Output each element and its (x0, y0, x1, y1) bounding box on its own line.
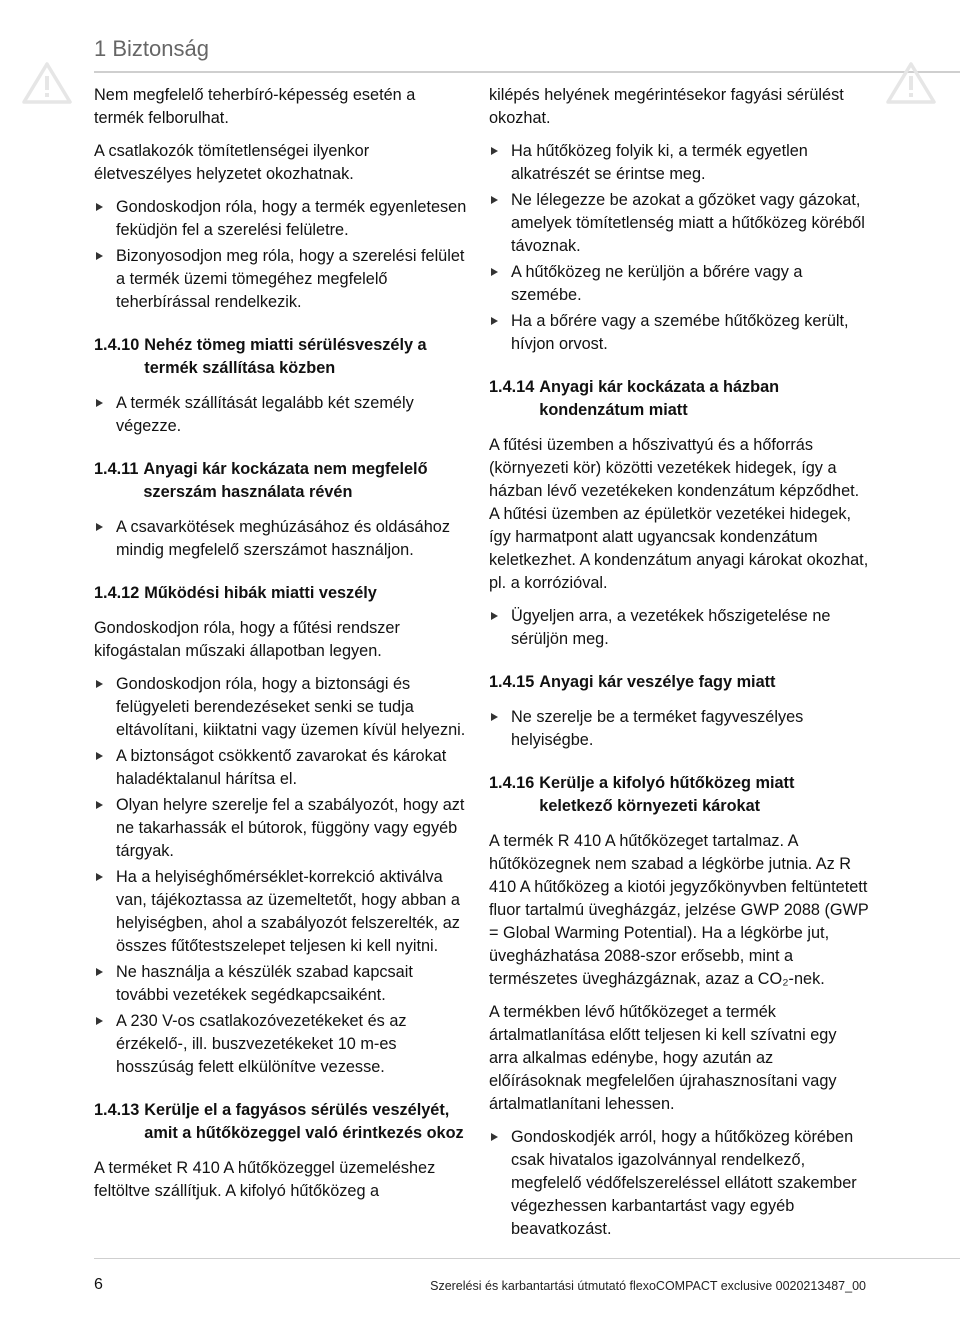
page-header-title: 1 Biztonság (94, 36, 209, 61)
list-item: A csavarkötések meghúzásához és oldásához mindig megfelelő szerszámot használjon. (94, 516, 468, 562)
section-heading (94, 334, 468, 380)
list-item: Ne használja a készülék szabad kapcsait további vezetékek segédkapcsaiként. (94, 961, 468, 1007)
list-item: Gondoskodjon róla, hogy a biztonsági és felügyeleti berendezéseket senki se tudja eltávolítani, kiiktatni vagy üzemen kívül helyezni. (94, 673, 468, 742)
right-text-column (489, 84, 869, 1251)
section-heading (94, 1099, 468, 1145)
list-item: Ne szerelje be a terméket fagyveszélyes helyiségbe. (489, 706, 869, 752)
list-item: A termék szállítását legalább két személy végezze. (94, 392, 468, 438)
bullet-list (94, 196, 468, 314)
warning-triangle-icon (886, 62, 936, 104)
footer-document-title: Szerelési és karbantartási útmutató flexoCOMPACT exclusive 0020213487_00 (430, 1279, 866, 1293)
list-item: Bizonyosodjon meg róla, hogy a szerelési felület a termék üzemi tömegéhez megfelelő teherbírással rendelkezik. (94, 245, 468, 314)
bullet-list (489, 706, 869, 752)
list-item: A biztonságot csökkentő zavarokat és károkat haladéktalanul hárítsa el. (94, 745, 468, 791)
bullet-list (489, 1126, 869, 1241)
bullet-list (489, 605, 869, 651)
paragraph: Nem megfelelő teherbíró-képesség esetén a termék felborulhat. (94, 86, 416, 127)
footer-divider (94, 1258, 960, 1259)
page-number: 6 (94, 1276, 103, 1293)
section-title: Kerülje el a fagyásos sérülés veszélyét, amit a hűtőközeggel való érintkezés okoz (144, 1101, 464, 1142)
paragraph: A fűtési üzemben a hőszivattyú és a hőforrás (környezeti kör) közötti vezetékek hidegek, így a házban lévő vezetékeken kondenzátum képződhet. A hűtési üzemben az épületkör vezetékei hidegek, így harmatpont alatt ugyancsak kondenzátum keletkezhet. A kondenzátum anyagi károkat okozhat, pl. a korrózióval. (489, 436, 869, 592)
section-title: Anyagi kár kockázata nem megfelelő szerszám használata révén (143, 460, 428, 501)
bullet-list (94, 673, 468, 1079)
bullet-list (94, 516, 468, 562)
section-heading (489, 671, 869, 694)
list-item: Olyan helyre szerelje fel a szabályozót, hogy azt ne takarhassák el bútorok, függöny vagy egyéb tárgyak. (94, 794, 468, 863)
section-number: 1.4.11 (94, 460, 139, 478)
paragraph: A termék R 410 A hűtőközeget tartalmaz. A hűtőközegnek nem szabad a légkörbe jutnia. Az R 410 A hűtőközeg a kiotói jegyzőkönyvben feltüntetett fluor tartalmú üvegházgáz, jelzése GWP 2088 (GWP = Global Warming Potential). Ha a légkörbe jut, üvegházhatása 2088-szor erősebb, mint a természetes üvegházgáznak, azaz a CO₂-nek. (489, 832, 869, 988)
section-number: 1.4.13 (94, 1101, 140, 1119)
section-number: 1.4.15 (489, 673, 535, 691)
list-item: A hűtőközeg ne kerüljön a bőrére vagy a szemébe. (489, 261, 869, 307)
paragraph: Gondoskodjon róla, hogy a fűtési rendszer kifogástalan műszaki állapotban legyen. (94, 619, 400, 660)
list-item: Ha a helyiséghőmérséklet-korrekció aktiválva van, tájékoztassa az üzemeltetőt, hogy abban a helyiségben, ahol a szabályozót felszerelték, az összes fűtőtestszelepet teljesen ki kell nyitni. (94, 866, 468, 958)
paragraph: A terméket R 410 A hűtőközeggel üzemeléshez feltöltve szállítjuk. A kifolyó hűtőközeg a (94, 1159, 436, 1200)
paragraph: A termékben lévő hűtőközeget a termék ártalmatlanítása előtt teljesen ki kell szívatni egy arra alkalmas edénybe, hogy azután az előírásoknak megfelelően újrahasznosítani vagy ártalmatlanítani lehessen. (489, 1003, 837, 1113)
section-heading (489, 376, 869, 422)
list-item: Gondoskodjék arról, hogy a hűtőközeg körében csak hivatalos igazolvánnyal rendelkező, megfelelő védőfelszereléssel ellátott szakember végezhessen karbantartást vagy egyéb beavatkozást. (489, 1126, 869, 1241)
header-divider (94, 71, 960, 73)
list-item: Ha a bőrére vagy a szemébe hűtőközeg került, hívjon orvost. (489, 310, 869, 356)
list-item: Ne lélegezze be azokat a gőzöket vagy gázokat, amelyek tömítetlenség miatt a hűtőközeg köréből távoznak. (489, 189, 869, 258)
section-heading (94, 582, 468, 605)
section-title: Kerülje a kifolyó hűtőközeg miatt keletkező környezeti károkat (539, 774, 795, 815)
list-item: Gondoskodjon róla, hogy a termék egyenletesen feküdjön fel a szerelési felületre. (94, 196, 468, 242)
paragraph: A csatlakozók tömítetlenségei ilyenkor életveszélyes helyzetet okozhatnak. (94, 142, 370, 183)
list-item: Ügyeljen arra, a vezetékek hőszigetelése ne sérüljön meg. (489, 605, 869, 651)
warning-triangle-icon (22, 62, 72, 104)
list-item: Ha hűtőközeg folyik ki, a termék egyetlen alkatrészét se érintse meg. (489, 140, 869, 186)
section-number: 1.4.14 (489, 378, 535, 396)
left-text-column (94, 84, 468, 1213)
paragraph: kilépés helyének megérintésekor fagyási sérülést okozhat. (489, 86, 844, 127)
section-title: Működési hibák miatti veszély (144, 584, 377, 602)
section-number: 1.4.10 (94, 336, 140, 354)
section-title: Anyagi kár kockázata a házban kondenzátum miatt (539, 378, 780, 419)
section-title: Nehéz tömeg miatti sérülésveszély a termék szállítása közben (144, 336, 427, 377)
section-title: Anyagi kár veszélye fagy miatt (539, 673, 776, 691)
bullet-list (94, 392, 468, 438)
bullet-list (489, 140, 869, 356)
section-heading (94, 458, 468, 504)
list-item: A 230 V-os csatlakozóvezetékeket és az érzékelő-, ill. buszvezetékeket 10 m-es hosszúság felett elkülönítve vezesse. (94, 1010, 468, 1079)
section-number: 1.4.16 (489, 774, 535, 792)
section-number: 1.4.12 (94, 584, 140, 602)
section-heading (489, 772, 869, 818)
